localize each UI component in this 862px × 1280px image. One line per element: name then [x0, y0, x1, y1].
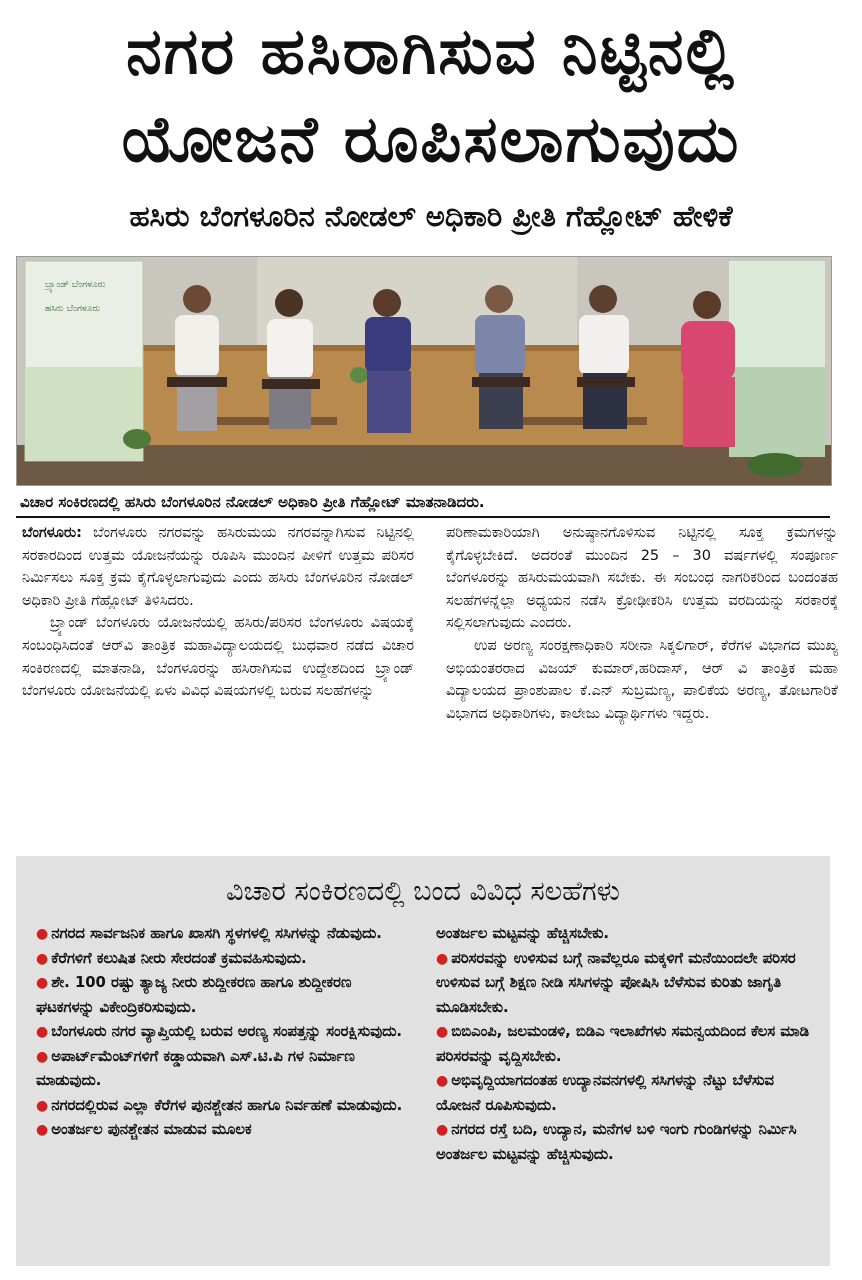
suggestion-item: ● ಶೇ. 100 ರಷ್ಟು ತ್ಯಾಜ್ಯ ನೀರು ಶುದ್ದೀಕರಣ ಹಾಗೂ ಶುದ್ದೀಕರಣ ಘಟಕಗಳನ್ನು ವಿಕೇಂದ್ರಿಕರಿಸುವುದು. [36, 974, 352, 1016]
suggestion-item: ● ಅಪಾರ್ಟ್‌ಮೆಂಟ್‌ಗಳಿಗೆ ಕಡ್ಡಾಯವಾಗಿ ಎಸ್.ಟಿ.ಪಿ ಗಳ ನಿರ್ಮಾಣ ಮಾಡುವುದು. [36, 1047, 355, 1089]
bullet-icon: ● [36, 1097, 49, 1114]
bullet-icon: ● [36, 926, 49, 942]
article-paragraph: ಬ್ರ್ಯಾಂಡ್ ಬೆಂಗಳೂರು ಯೋಜನೆಯಲ್ಲಿ ಹಸಿರು/ಪರಿಸರ ಬೆಂಗಳೂರು ವಿಷಯಕ್ಕೆ ಸಂಬಂಧಿಸಿದಂತೆ ಆರ್‌ವಿ ತಾಂತ್ರಿಕ ಮಹಾವಿದ್ಯಾಲಯದಲ್ಲಿ ಬುಧವಾರ ನಡೆದ ವಿಚಾರ ಸಂಕಿರಣದಲ್ಲಿ ಮಾತನಾಡಿ, ಬೆಂಗಳೂರನ್ನು ಹಸಿರಾಗಿಸುವ ಉದ್ದೇಶದಿಂದ ಬ್ರ್ಯಾಂಡ್ ಬೆಂಗಳೂರು ಯೋಜನೆಯಲ್ಲಿ ಏಳು ವಿವಿಧ ವಿಷಯಗಳಲ್ಲಿ ಬರುವ ಸಲಹೆಗಳನ್ನು [22, 615, 414, 700]
article-column-left [22, 522, 414, 703]
dateline: ಬೆಂಗಳೂರು: [22, 525, 82, 541]
headline [14, 8, 848, 184]
suggestions-box [16, 856, 830, 1266]
article-paragraph [22, 522, 414, 612]
bullet-icon: ● [436, 1073, 449, 1089]
bullet-icon: ● [436, 1024, 449, 1040]
banner-text-1: ಬ್ರ್ಯಾಂಡ್ ಬೆಂಗಳೂರು [45, 280, 106, 290]
banner-text-2: ಹಸಿರು ಬೆಂಗಳೂರು [45, 304, 101, 314]
suggestions-title: ವಿಚಾರ ಸಂಕಿರಣದಲ್ಲಿ ಬಂದ ವಿವಿಧ ಸಲಹೆಗಳು [226, 876, 620, 907]
suggestion-item: ● ಬೆಂಗಳೂರು ನಗರ ವ್ಯಾಪ್ತಿಯಲ್ಲಿ ಬರುವ ಅರಣ್ಯ ಸಂಪತ್ತನ್ನು ಸಂರಕ್ಷಿಸುವುದು. [36, 1023, 403, 1040]
bullet-icon: ● [36, 1122, 49, 1138]
bullet-icon: ● [36, 975, 49, 991]
article-paragraph: ಪರಿಣಾಮಕಾರಿಯಾಗಿ ಅನುಷ್ಠಾನಗೊಳಿಸುವ ನಿಟ್ಟಿನಲ್ಲಿ ಸೂಕ್ತ ಕ್ರಮಗಳನ್ನು ಕೈಗೊಳ್ಳಬೇಕಿದೆ. ಅದರಂತೆ ಮುಂದಿನ 25 – 30 ವರ್ಷಗಳಲ್ಲಿ ಸಂಪೂರ್ಣ ಬೆಂಗಳೂರನ್ನು ಹಸಿರುಮಯವಾಗಿ ಸಬೇಕು. ಈ ಸಂಬಂಧ ನಾಗರಿಕರಿಂದ ಬಂದಂತಹ ಸಲಹೆಗಳನ್ನೆಲ್ಲಾ ಅಧ್ಯಯನ ನಡೆಸಿ ಕ್ರೋಢೀಕರಿಸಿ ಉತ್ತಮ ವರದಿಯನ್ನು ಸರಕಾರಕ್ಕೆ ಸಲ್ಲಿಸಲಾಗುವುದು ಎಂದರು. [446, 525, 838, 632]
suggestions-column-left [30, 922, 410, 1167]
headline-line-2: ಯೋಜನೆ ರೂಪಿಸಲಾಗುವುದು [121, 103, 741, 177]
suggestion-item: ● ನಗರದ ಸಾರ್ವಜನಿಕ ಹಾಗೂ ಖಾಸಗಿ ಸ್ಥಳಗಳಲ್ಲಿ ಸಸಿಗಳನ್ನು ನೆಡುವುದು. [36, 925, 382, 942]
suggestion-item: ● ಅಂತರ್ಜಲ ಪುನಶ್ಚೇತನ ಮಾಡುವ ಮೂಲಕ [36, 1121, 252, 1138]
article-paragraph: ಉಪ ಅರಣ್ಯ ಸಂರಕ್ಷಣಾಧಿಕಾರಿ ಸರೀನಾ ಸಿಕ್ಕಲಿಗಾರ್, ಕೆರೆಗಳ ವಿಭಾಗದ ಮುಖ್ಯ ಅಭಿಯಂತರರಾದ ವಿಜಯ್ ಕುಮಾರ್,ಹರಿದಾಸ್, ಆರ್ ವಿ ತಾಂತ್ರಿಕ ಮಹಾ ವಿದ್ಯಾಲಯದ ಪ್ರಾಂಶುಪಾಲ ಕೆ.ಎನ್ ಸುಬ್ರಮಣ್ಯ, ಪಾಲಿಕೆಯ ಅರಣ್ಯ, ತೋಟಗಾರಿಕೆ ವಿಭಾಗದ ಅಧಿಕಾರಿಗಳು, ಕಾಲೇಜು ವಿದ್ಯಾರ್ಥಿಗಳು ಇದ್ದರು. [446, 637, 838, 722]
suggestions-column-right [430, 922, 810, 1167]
article-column-right [446, 522, 838, 725]
headline-line-1: ನಗರ ಹಸಿರಾಗಿಸುವ ನಿಟ್ಟಿನಲ್ಲಿ [126, 15, 736, 89]
article-lead-text: ಬೆಂಗಳೂರು ನಗರವನ್ನು ಹಸಿರುಮಯ ನಗರವನ್ನಾಗಿಸುವ ನಿಟ್ಟಿನಲ್ಲಿ ಸರಕಾರದಿಂದ ಉತ್ತಮ ಯೋಜನೆಯನ್ನು ರೂಪಿಸಿ ಮುಂದಿನ ಪೀಳಿಗೆ ಉತ್ತಮ ಪರಿಸರ ನಿರ್ಮಿಸಲು ಸೂಕ್ತ ಕ್ರಮ ಕೈಗೊಳ್ಳಲಾಗುವುದು ಎಂದು ಹಸಿರು ಬೆಂಗಳೂರಿನ ನೋಡಲ್ ಅಧಿಕಾರಿ ಪ್ರೀತಿ ಗೆಹ್ಲೋಟ್ ತಿಳಿಸಿದರು. [22, 525, 414, 609]
suggestion-item: ● ಅಭಿವೃದ್ದಿಯಾಗದಂತಹ ಉದ್ಯಾನವನಗಳಲ್ಲಿ ಸಸಿಗಳನ್ನು ನೆಟ್ಟು ಬೆಳೆಸುವ ಯೋಜನೆ ರೂಪಿಸುವುದು. [436, 1072, 774, 1114]
subheadline: ಹಸಿರು ಬೆಂಗಳೂರಿನ ನೋಡಲ್ ಅಧಿಕಾರಿ ಪ್ರೀತಿ ಗೆಹ್ಲೋಟ್ ಹೇಳಿಕೆ [129, 199, 733, 233]
suggestion-item: ● ಕೆರೆಗಳಿಗೆ ಕಲುಷಿತ ನೀರು ಸೇರದಂತೆ ಕ್ರಮವಹಿಸುವುದು. [36, 949, 307, 967]
bullet-icon: ● [36, 1024, 49, 1040]
suggestion-item: ● ಬಿಬಿಎಂಪಿ, ಜಲಮಂಡಳಿ, ಬಿಡಿಎ ಇಲಾಖೆಗಳು ಸಮನ್ವಯದಿಂದ ಕೆಲಸ ಮಾಡಿ ಪರಿಸರವನ್ನು ವೃದ್ದಿಸಬೇಕು. [436, 1023, 809, 1065]
photo-caption: ವಿಚಾರ ಸಂಕಿರಣದಲ್ಲಿ ಹಸಿರು ಬೆಂಗಳೂರಿನ ನೋಡಲ್ ಅಧಿಕಾರಿ ಪ್ರೀತಿ ಗೆಹ್ಲೋಟ್ ಮಾತನಾಡಿದರು. [16, 488, 830, 518]
suggestion-continuation: ಅಂತರ್ಜಲ ಮಟ್ಟವನ್ನು ಹೆಚ್ಚಿಸಬೇಕು. [436, 925, 609, 942]
bullet-icon: ● [36, 1048, 49, 1065]
event-photo [16, 256, 832, 486]
suggestion-item: ● ನಗರದಲ್ಲಿರುವ ಎಲ್ಲಾ ಕೆರೆಗಳ ಪುನಶ್ಚೇತನ ಹಾಗೂ ನಿರ್ವಹಣೆ ಮಾಡುವುದು. [36, 1096, 403, 1114]
bullet-icon: ● [436, 950, 449, 967]
bullet-icon: ● [436, 1122, 449, 1138]
suggestion-item: ● ಪರಿಸರವನ್ನು ಉಳಿಸುವ ಬಗ್ಗೆ ನಾವೆಲ್ಲರೂ ಮಕ್ಕಳಿಗೆ ಮನೆಯಿಂದಲೇ ಪರಿಸರ ಉಳಿಸುವ ಬಗ್ಗೆ ಶಿಕ್ಷಣ ನೀಡಿ ಸಸಿಗಳನ್ನು ಪೋಷಿಸಿ ಬೆಳೆಸುವ ಕುರಿತು ಜಾಗೃತಿ ಮೂಡಿಸಬೇಕು. [436, 949, 796, 1016]
bullet-icon: ● [36, 950, 49, 967]
suggestion-item: ● ನಗರದ ರಸ್ತೆ ಬದಿ, ಉದ್ಯಾನ, ಮನೆಗಳ ಬಳಿ ಇಂಗು ಗುಂಡಿಗಳನ್ನು ನಿರ್ಮಿಸಿ ಅಂತರ್ಜಲ ಮಟ್ಟವನ್ನು ಹೆಚ್ಚಿಸುವುದು. [436, 1121, 797, 1163]
